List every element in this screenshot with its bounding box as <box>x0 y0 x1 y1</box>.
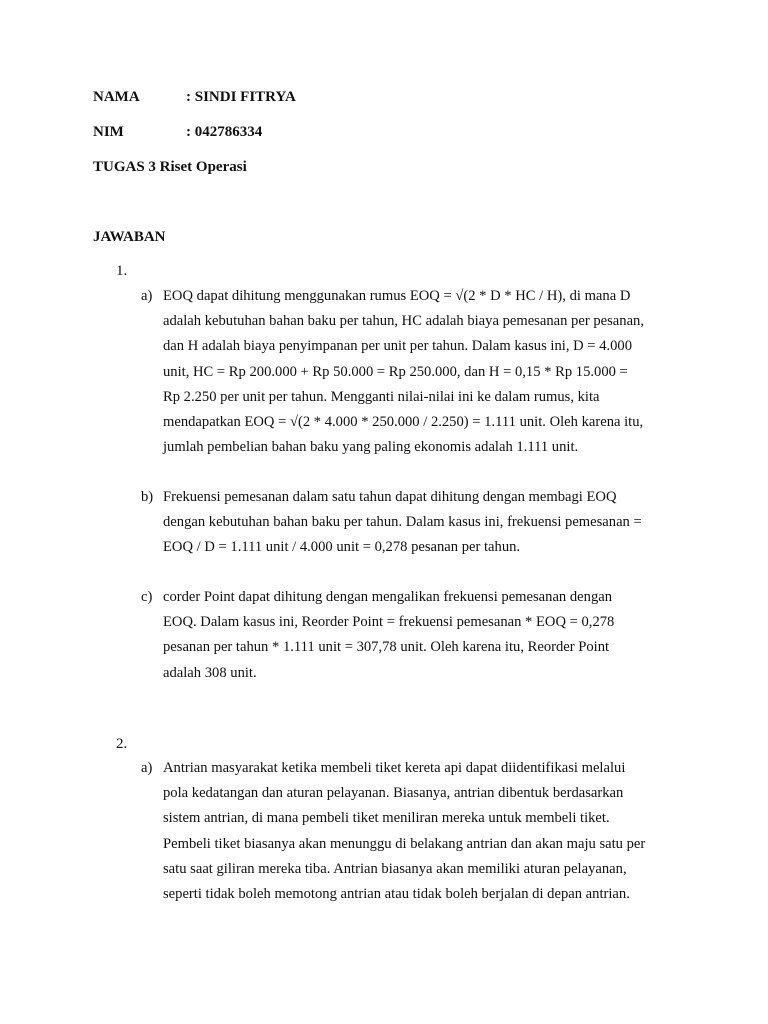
question-2-number: 2. <box>116 736 128 752</box>
answer-1c-letter: c) <box>141 589 153 605</box>
answer-1c-text: corder Point dapat dihitung dengan mengalikan frekuensi pemesanan dengan EOQ. Dalam kasus ini, Reorder Point = frekuensi pemesanan * EOQ = 0,278 pesanan per tahun * 1.111 unit = 307,78 unit. Oleh karena itu, Reorder Point adalah 308 unit. <box>163 589 615 681</box>
nim-row <box>93 123 262 141</box>
nama-value: : SINDI FITRYA <box>186 89 296 105</box>
nama-label: NAMA <box>93 89 140 105</box>
answer-2a <box>141 756 681 907</box>
jawaban-heading: JAWABAN <box>93 229 166 245</box>
nama-row <box>93 88 296 106</box>
answer-1a <box>141 284 681 460</box>
answer-1b-letter: b) <box>141 489 154 505</box>
answer-1a-letter: a) <box>141 288 153 304</box>
question-1-number: 1. <box>116 263 128 279</box>
answer-1a-text: EOQ dapat dihitung menggunakan rumus EOQ = √(2 * D * HC / H), di mana D adalah kebutuhan bahan baku per tahun, HC adalah biaya pemesanan per pesanan, dan H adalah biaya penyimpanan per unit per tahun. Dalam kasus ini, D = 4.000 unit, HC = Rp 200.000 + Rp 50.000 = Rp 250.000, dan H = 0,15 * Rp 15.000 = Rp 2.250 per unit per tahun. Mengganti nilai-nilai ini ke dalam rumus, kita mendapatkan EOQ = √(2 * 4.000 * 250.000 / 2.250) = 1.111 unit. Oleh karena itu, jumlah pembelian bahan baku yang paling ekonomis adalah 1.111 unit. <box>163 288 644 456</box>
answer-2a-text: Antrian masyarakat ketika membeli tiket kereta api dapat diidentifikasi melalui pola kedatangan dan aturan pelayanan. Biasanya, antrian dibentuk berdasarkan sistem antrian, di mana pembeli tiket meniliran mereka untuk membeli tiket. Pembeli tiket biasanya akan menunggu di belakang antrian dan akan maju satu per satu saat giliran mereka tiba. Antrian biasanya akan memiliki aturan pelayanan, seperti tidak boleh memotong antrian atau tidak boleh berjalan di depan antrian. <box>163 760 646 903</box>
answer-1c <box>141 585 681 686</box>
nim-label: NIM <box>93 124 124 140</box>
answer-1b-text: Frekuensi pemesanan dalam satu tahun dapat dihitung dengan membagi EOQ dengan kebutuhan bahan baku per tahun. Dalam kasus ini, frekuensi pemesanan = EOQ / D = 1.111 unit / 4.000 unit = 0,278 pesanan per tahun. <box>163 489 642 556</box>
answer-1b <box>141 485 681 561</box>
nim-value: : 042786334 <box>186 124 263 140</box>
answer-2a-letter: a) <box>141 760 153 776</box>
tugas-title: TUGAS 3 Riset Operasi <box>93 159 247 175</box>
